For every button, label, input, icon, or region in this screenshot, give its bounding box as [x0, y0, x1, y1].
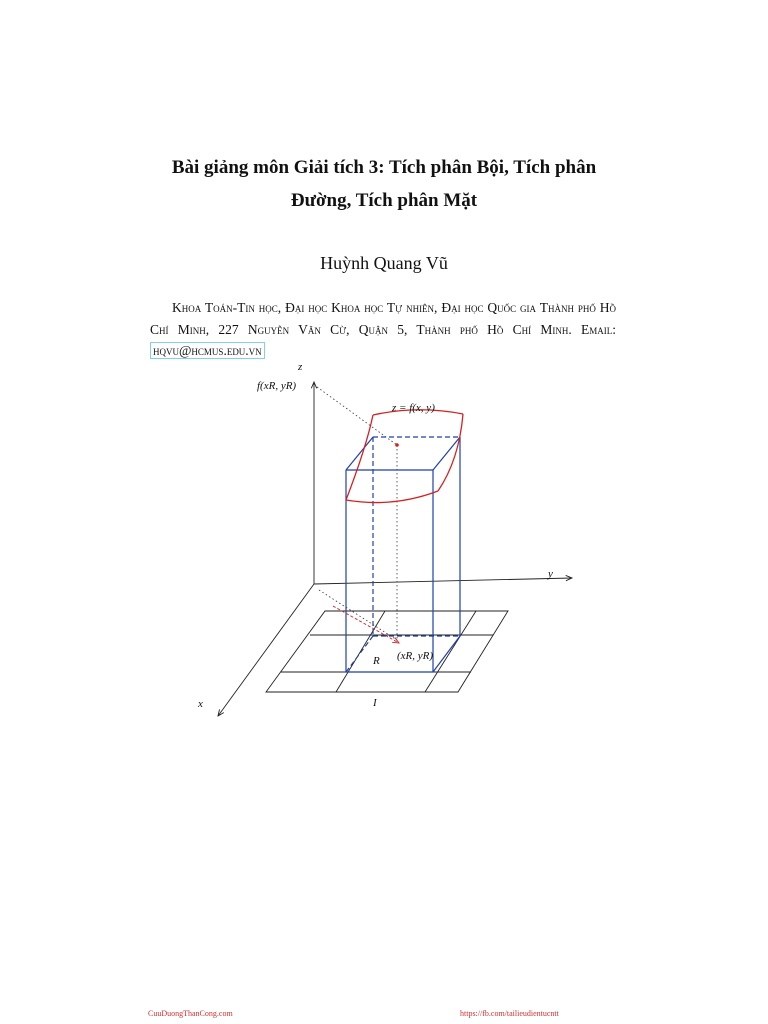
- x-axis: [218, 584, 314, 716]
- label-f: f(xR, yR): [257, 380, 297, 392]
- surface-point: [395, 443, 399, 447]
- grid-plane: [266, 611, 508, 692]
- surface-patch: [346, 410, 463, 503]
- label-surface: z = f(x, y): [392, 402, 435, 414]
- axes: [218, 382, 572, 716]
- footer-left[interactable]: CuuDuongThanCong.com: [148, 1009, 233, 1018]
- prism-box: [346, 437, 460, 672]
- label-z: z: [298, 361, 303, 373]
- label-x: x: [198, 698, 203, 710]
- label-point: (xR, yR): [397, 650, 434, 662]
- label-I: I: [373, 697, 377, 709]
- title-line-2: Đường, Tích phân Mặt: [290, 190, 478, 211]
- affiliation-text: Khoa Toán-Tin học, Đại học Khoa học Tự nhiên, Đại học Quốc gia Thành phố Hồ Chí Minh, 227 Nguyễn Văn Cừ, Quận 5, Thành phố Hồ Chí Minh. Email:: [150, 300, 616, 337]
- label-R: R: [373, 655, 380, 667]
- author-name: Huỳnh Quang Vũ: [320, 253, 448, 273]
- y-axis: [314, 578, 572, 584]
- label-y: y: [548, 568, 553, 580]
- title-line-1: Bài giảng môn Giải tích 3: Tích phân Bội, Tích phân: [171, 157, 597, 178]
- point-arrow: [333, 606, 399, 643]
- dotted-guides: [317, 387, 397, 640]
- footer-right[interactable]: https://fb.com/tailieudientucntt: [460, 1009, 559, 1018]
- email-link[interactable]: hqvu@hcmus.edu.vn: [150, 342, 265, 359]
